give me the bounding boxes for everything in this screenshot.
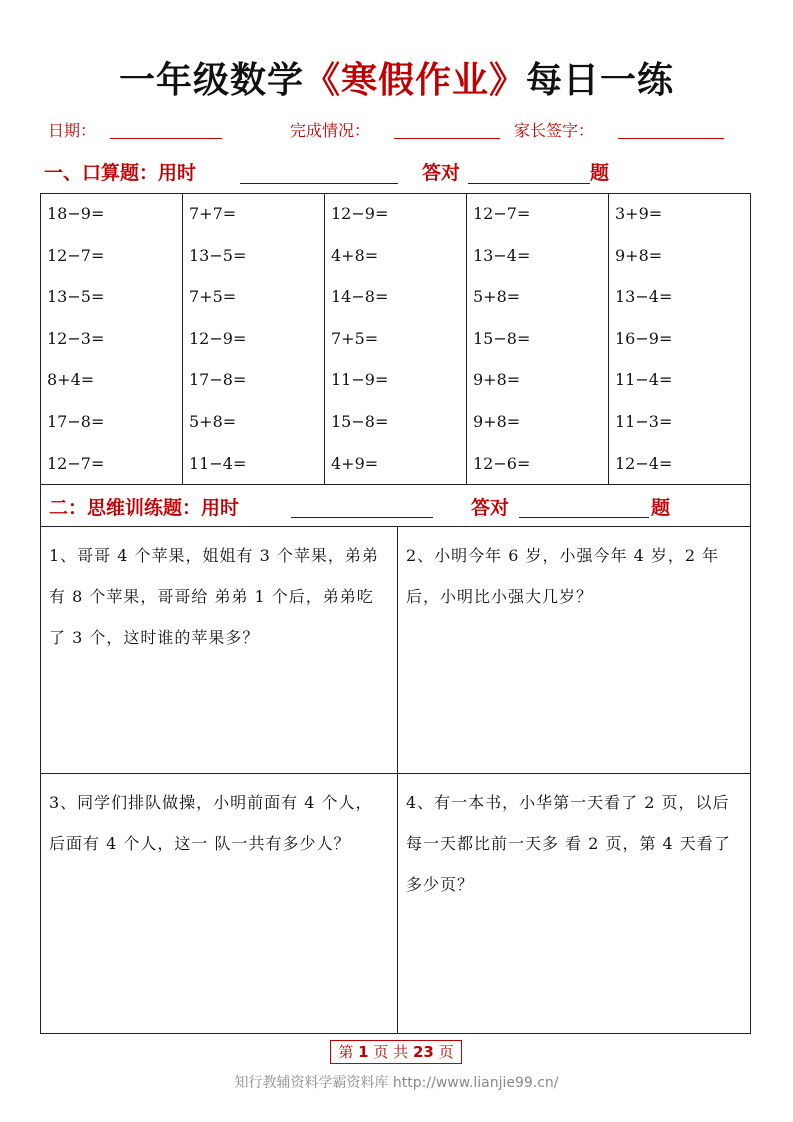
section-oral-label: 一、口算题：用时 — [44, 162, 197, 184]
pager-total: 23 — [412, 1043, 434, 1061]
pager-suffix: 页 — [438, 1043, 454, 1061]
equation: 13−4= — [615, 287, 673, 307]
equation: 17−8= — [47, 411, 105, 431]
equation: 12−7= — [473, 204, 531, 223]
equation: 12−7= — [47, 453, 105, 473]
equation: 7+7= — [189, 204, 237, 223]
oral-column — [325, 194, 467, 484]
equation: 13−5= — [189, 245, 247, 265]
oral-column — [467, 194, 609, 484]
equation: 7+5= — [331, 328, 379, 348]
section-oral-header — [44, 158, 744, 188]
oral-column — [41, 194, 183, 484]
pager-middle: 页 共 — [373, 1043, 409, 1061]
oral-column — [609, 194, 750, 484]
equation: 5+8= — [473, 287, 521, 307]
problem-4: 4、有一本书，小华第一天看了 2 页，以后每一天都比前一天多 看 2 页，第 4 天看了多少页？ — [406, 793, 731, 894]
title-suffix: 每日一练 — [526, 60, 675, 101]
thinking-unit: 题 — [651, 497, 671, 519]
equation: 15−8= — [473, 328, 531, 348]
footer-text: 知行教辅资料学霸资料库 http://www.lianjie99.cn/ — [234, 1075, 559, 1091]
pager-current: 1 — [358, 1043, 369, 1061]
equation: 12−9= — [331, 204, 389, 223]
equation: 5+8= — [189, 411, 237, 431]
equation: 11−4= — [189, 453, 247, 473]
equation: 13−5= — [47, 287, 105, 307]
date-blank[interactable] — [110, 138, 222, 139]
equation: 4+9= — [331, 453, 379, 473]
problem-1: 1、哥哥 4 个苹果，姐姐有 3 个苹果，弟弟有 8 个苹果，哥哥给 弟弟 1 个后，弟弟吃了 3 个，这时谁的苹果多？ — [49, 546, 379, 647]
problem-2: 2、小明今年 6 岁，小强今年 4 岁，2 年后，小明比小强大几岁？ — [406, 546, 720, 606]
equation: 16−9= — [615, 328, 673, 348]
equation: 3+9= — [615, 204, 663, 223]
parent-label: 家长签字： — [514, 121, 595, 140]
oral-correct-blank[interactable] — [468, 183, 590, 184]
equation: 12−7= — [47, 245, 105, 265]
oral-correct-label: 答对 — [422, 162, 461, 184]
pager-prefix: 第 — [338, 1043, 354, 1061]
date-label: 日期： — [48, 121, 97, 140]
equation: 12−3= — [47, 328, 105, 348]
equation: 11−9= — [331, 370, 389, 390]
parent-blank[interactable] — [618, 138, 724, 139]
section-thinking-label: 二：思维训练题：用时 — [49, 497, 240, 519]
equation: 12−6= — [473, 453, 531, 473]
equation: 11−4= — [615, 370, 673, 390]
oral-column — [183, 194, 325, 484]
section-thinking-header — [40, 485, 751, 527]
status-blank[interactable] — [394, 138, 500, 139]
equation: 12−4= — [615, 453, 673, 473]
title-prefix: 一年级数学 — [118, 60, 304, 101]
equation: 11−3= — [615, 411, 673, 431]
equation: 12−9= — [189, 328, 247, 348]
equation: 17−8= — [189, 370, 247, 390]
thinking-correct-blank[interactable] — [519, 517, 649, 518]
oral-time-blank[interactable] — [240, 183, 398, 184]
equation: 9+8= — [473, 370, 521, 390]
problem-grid — [40, 527, 751, 1034]
title-highlight: 《寒假作业》 — [303, 60, 526, 101]
problem-3: 3、同学们排队做操，小明前面有 4 个人，后面有 4 个人，这一 队一共有多少人？ — [49, 793, 373, 853]
equation: 14−8= — [331, 287, 389, 307]
equation: 18−9= — [47, 204, 105, 223]
oral-grid — [40, 193, 751, 485]
equation: 9+8= — [473, 411, 521, 431]
equation: 8+4= — [47, 370, 95, 390]
thinking-correct-label: 答对 — [471, 497, 510, 519]
thinking-time-blank[interactable] — [291, 517, 433, 518]
oral-unit: 题 — [590, 162, 610, 184]
page-title — [0, 52, 793, 103]
equation: 15−8= — [331, 411, 389, 431]
info-row — [48, 118, 748, 144]
status-label: 完成情况： — [290, 121, 371, 140]
equation: 9+8= — [615, 245, 663, 265]
equation: 4+8= — [331, 245, 379, 265]
equation: 7+5= — [189, 287, 237, 307]
equation: 13−4= — [473, 245, 531, 265]
page-indicator — [330, 1040, 462, 1064]
